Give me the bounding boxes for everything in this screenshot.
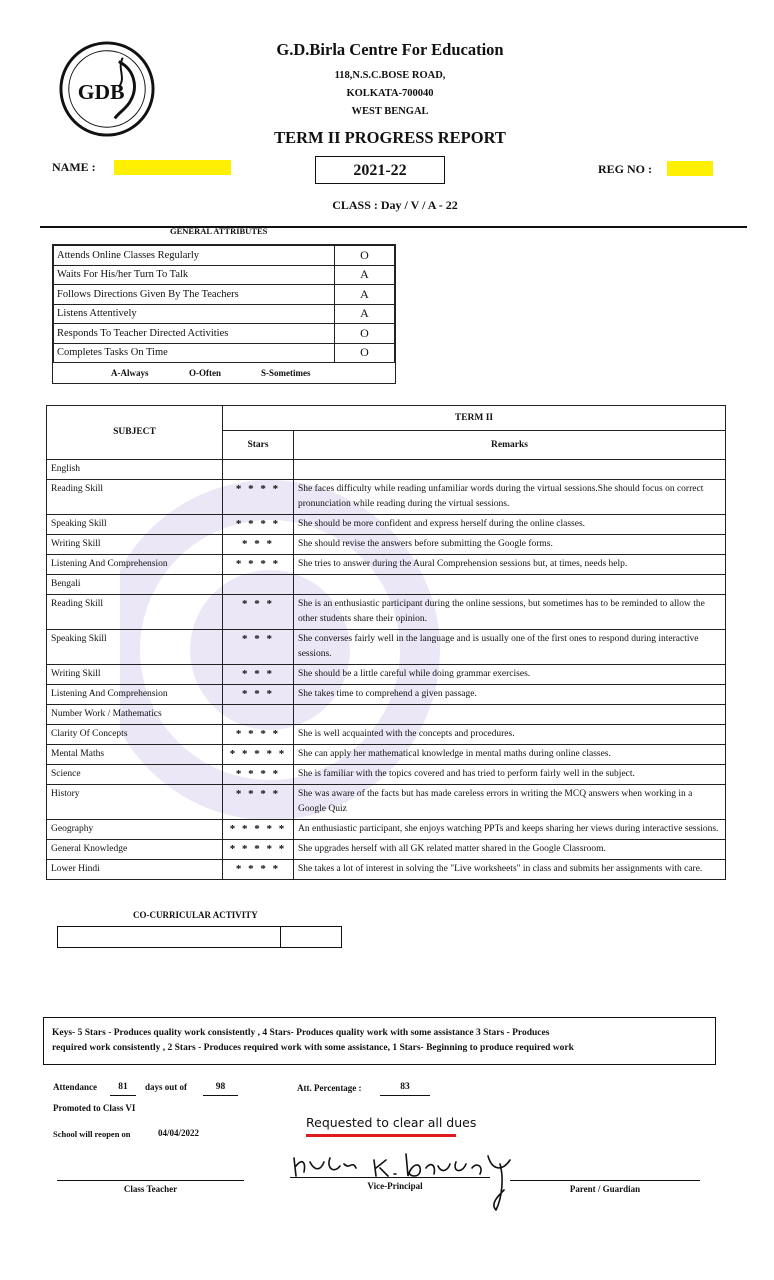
- subject-remarks: She tries to answer during the Aural Comprehension sessions but, at times, needs help.: [294, 555, 726, 575]
- class-line: CLASS : Day / V / A - 22: [332, 198, 458, 212]
- attendance-pct-label: Att. Percentage :: [297, 1083, 362, 1093]
- attribute-label: Attends Online Classes Regularly: [54, 246, 335, 266]
- subject-stars: * * * *: [223, 555, 294, 575]
- general-attributes-box: [52, 244, 396, 384]
- keys-line-2: required work consistently , 2 Stars - Produces required work with some assistance, 1 Stars- Beginning to produce required work: [52, 1043, 574, 1053]
- subject-stars: * * * *: [223, 725, 294, 745]
- name-redacted: [114, 160, 231, 175]
- subject-name: Number Work / Mathematics: [47, 705, 223, 725]
- attribute-grade: A: [335, 304, 395, 324]
- table-row: [47, 705, 726, 725]
- table-row: [47, 765, 726, 785]
- attribute-grade: O: [335, 324, 395, 344]
- subject-remarks: She is well acquainted with the concepts and procedures.: [294, 725, 726, 745]
- reg-redacted: [667, 161, 713, 176]
- subject-stars: * * *: [223, 665, 294, 685]
- subject-name: Science: [47, 765, 223, 785]
- attribute-grade: A: [335, 265, 395, 285]
- table-header-row: [47, 406, 726, 431]
- keys-line-1: Keys- 5 Stars - Produces quality work consistently , 4 Stars- Produces quality work with some assistance 3 Stars - Produces: [52, 1028, 550, 1038]
- legend-sometimes: S-Sometimes: [261, 368, 311, 378]
- table-row: [47, 785, 726, 820]
- subject-name: English: [47, 460, 223, 480]
- subject-stars: [223, 460, 294, 480]
- address-line-2: KOLKATA-700040: [346, 88, 434, 99]
- table-row: [47, 575, 726, 595]
- subject-name: Lower Hindi: [47, 860, 223, 880]
- subject-stars: [223, 705, 294, 725]
- subject-stars: * * *: [223, 535, 294, 555]
- attendance-days: 81: [110, 1082, 136, 1096]
- subject-name: Listening And Comprehension: [47, 685, 223, 705]
- attendance-total: 98: [203, 1082, 238, 1096]
- subject-name: Listening And Comprehension: [47, 555, 223, 575]
- attribute-row: [54, 246, 395, 266]
- subject-name: Reading Skill: [47, 595, 223, 630]
- table-row: [47, 725, 726, 745]
- subject-stars: * * * *: [223, 765, 294, 785]
- legend-always: A-Always: [111, 368, 149, 378]
- subject-remarks: She converses fairly well in the language and is usually one of the first ones to respond during interactive sessions.: [294, 630, 726, 665]
- subject-name: Geography: [47, 820, 223, 840]
- subject-name: General Knowledge: [47, 840, 223, 860]
- general-attributes-heading: GENERAL ATTRIBUTES: [170, 226, 268, 236]
- keys-box: [43, 1017, 716, 1065]
- subject-remarks: She takes time to comprehend a given passage.: [294, 685, 726, 705]
- parent-line: [510, 1180, 700, 1181]
- table-row: [47, 840, 726, 860]
- subject-remarks: She takes a lot of interest in solving the "Live worksheets" in class and submits her assignments with care.: [294, 860, 726, 880]
- table-row: [47, 745, 726, 765]
- table-row: [47, 860, 726, 880]
- subject-remarks: She was aware of the facts but has made careless errors in writing the MCQ answers when working in a Google Quiz: [294, 785, 726, 820]
- subject-remarks: [294, 575, 726, 595]
- subject-remarks: She faces difficulty while reading unfamiliar words during the virtual sessions.She should focus on correct pronunciation while reading during the virtual sessions.: [294, 480, 726, 515]
- subject-stars: [223, 575, 294, 595]
- subject-remarks: She should be a little careful while doing grammar exercises.: [294, 665, 726, 685]
- reopen-date: 04/04/2022: [158, 1128, 200, 1138]
- table-row: [47, 665, 726, 685]
- vice-principal-label: Vice-Principal: [367, 1181, 423, 1191]
- subject-name: History: [47, 785, 223, 820]
- class-teacher-line: [57, 1180, 244, 1181]
- legend-often: O-Often: [189, 368, 221, 378]
- table-row: [47, 460, 726, 480]
- subject-name: Clarity Of Concepts: [47, 725, 223, 745]
- subject-name: Speaking Skill: [47, 630, 223, 665]
- table-row: [47, 820, 726, 840]
- attendance-pct: 83: [380, 1082, 430, 1096]
- attendance-mid: days out of: [145, 1082, 188, 1092]
- subject-remarks: She is familiar with the topics covered and has tried to perform fairly well in the subject.: [294, 765, 726, 785]
- attendance-label: Attendance: [53, 1082, 97, 1092]
- subject-name: Writing Skill: [47, 535, 223, 555]
- subjects-body: [47, 460, 726, 880]
- attributes-legend: [53, 363, 395, 383]
- attribute-label: Follows Directions Given By The Teachers: [54, 285, 335, 305]
- school-logo: [58, 40, 156, 138]
- attribute-grade: A: [335, 285, 395, 305]
- cocurricular-box: [57, 926, 342, 948]
- table-row: [47, 595, 726, 630]
- dues-note: Requested to clear all dues: [306, 1115, 477, 1130]
- reg-label: REG NO :: [598, 162, 652, 176]
- subject-stars: * * * * *: [223, 840, 294, 860]
- subject-remarks: An enthusiastic participant, she enjoys watching PPTs and keeps sharing her views during interactive sessions.: [294, 820, 726, 840]
- subject-remarks: [294, 460, 726, 480]
- cocurricular-divider: [280, 927, 281, 947]
- parent-label: Parent / Guardian: [569, 1184, 641, 1194]
- subject-stars: * * * *: [223, 480, 294, 515]
- attribute-row: [54, 304, 395, 324]
- table-row: [47, 480, 726, 515]
- dues-note-underline: [306, 1134, 456, 1137]
- report-title: TERM II PROGRESS REPORT: [274, 128, 506, 147]
- attribute-row: [54, 343, 395, 363]
- table-row: [47, 630, 726, 665]
- subject-stars: * * * * *: [223, 745, 294, 765]
- cocurricular-heading: CO-CURRICULAR ACTIVITY: [133, 910, 258, 920]
- subject-name: Mental Maths: [47, 745, 223, 765]
- subject-stars: * * * *: [223, 515, 294, 535]
- subject-remarks: She should revise the answers before submitting the Google forms.: [294, 535, 726, 555]
- attribute-label: Completes Tasks On Time: [54, 343, 335, 363]
- attribute-label: Listens Attentively: [54, 304, 335, 324]
- subject-stars: * * * *: [223, 785, 294, 820]
- attribute-label: Waits For His/her Turn To Talk: [54, 265, 335, 285]
- attribute-label: Responds To Teacher Directed Activities: [54, 324, 335, 344]
- table-row: [47, 535, 726, 555]
- header-divider: [40, 226, 747, 228]
- subject-name: Speaking Skill: [47, 515, 223, 535]
- subject-remarks: [294, 705, 726, 725]
- header-subject: SUBJECT: [47, 406, 223, 460]
- subject-remarks: She can apply her mathematical knowledge in mental maths during online classes.: [294, 745, 726, 765]
- subjects-table: [46, 405, 726, 880]
- address-line-3: WEST BENGAL: [351, 106, 429, 117]
- subject-name: Writing Skill: [47, 665, 223, 685]
- subject-remarks: She is an enthusiastic participant during the online sessions, but sometimes has to be reminded to allow the other students share their opinion.: [294, 595, 726, 630]
- school-name: G.D.Birla Centre For Education: [276, 40, 504, 59]
- table-row: [47, 555, 726, 575]
- vice-principal-signature: [290, 1148, 520, 1218]
- attribute-row: [54, 324, 395, 344]
- subject-remarks: She upgrades herself with all GK related matter shared in the Google Classroom.: [294, 840, 726, 860]
- academic-year: 2021-22: [315, 156, 445, 184]
- subject-stars: * * * * *: [223, 820, 294, 840]
- subject-stars: * * * *: [223, 860, 294, 880]
- reopen-label: School will reopen on: [53, 1129, 131, 1139]
- subject-stars: * * *: [223, 685, 294, 705]
- table-row: [47, 515, 726, 535]
- school-address: [200, 67, 580, 121]
- subject-stars: * * *: [223, 630, 294, 665]
- header-remarks: Remarks: [294, 431, 726, 460]
- class-teacher-label: Class Teacher: [123, 1184, 178, 1194]
- general-attributes-table: [53, 245, 395, 363]
- subject-name: Reading Skill: [47, 480, 223, 515]
- header-term: TERM II: [223, 406, 726, 431]
- attribute-row: [54, 285, 395, 305]
- subject-stars: * * *: [223, 595, 294, 630]
- address-line-1: 118,N.S.C.BOSE ROAD,: [334, 70, 446, 81]
- attribute-grade: O: [335, 246, 395, 266]
- header-stars: Stars: [223, 431, 294, 460]
- subject-name: Bengali: [47, 575, 223, 595]
- promoted-text: Promoted to Class VI: [53, 1103, 136, 1113]
- subject-remarks: She should be more confident and express herself during the online classes.: [294, 515, 726, 535]
- logo-text: GDB: [77, 79, 125, 104]
- attribute-row: [54, 265, 395, 285]
- name-label: NAME :: [52, 160, 96, 174]
- attribute-grade: O: [335, 343, 395, 363]
- table-row: [47, 685, 726, 705]
